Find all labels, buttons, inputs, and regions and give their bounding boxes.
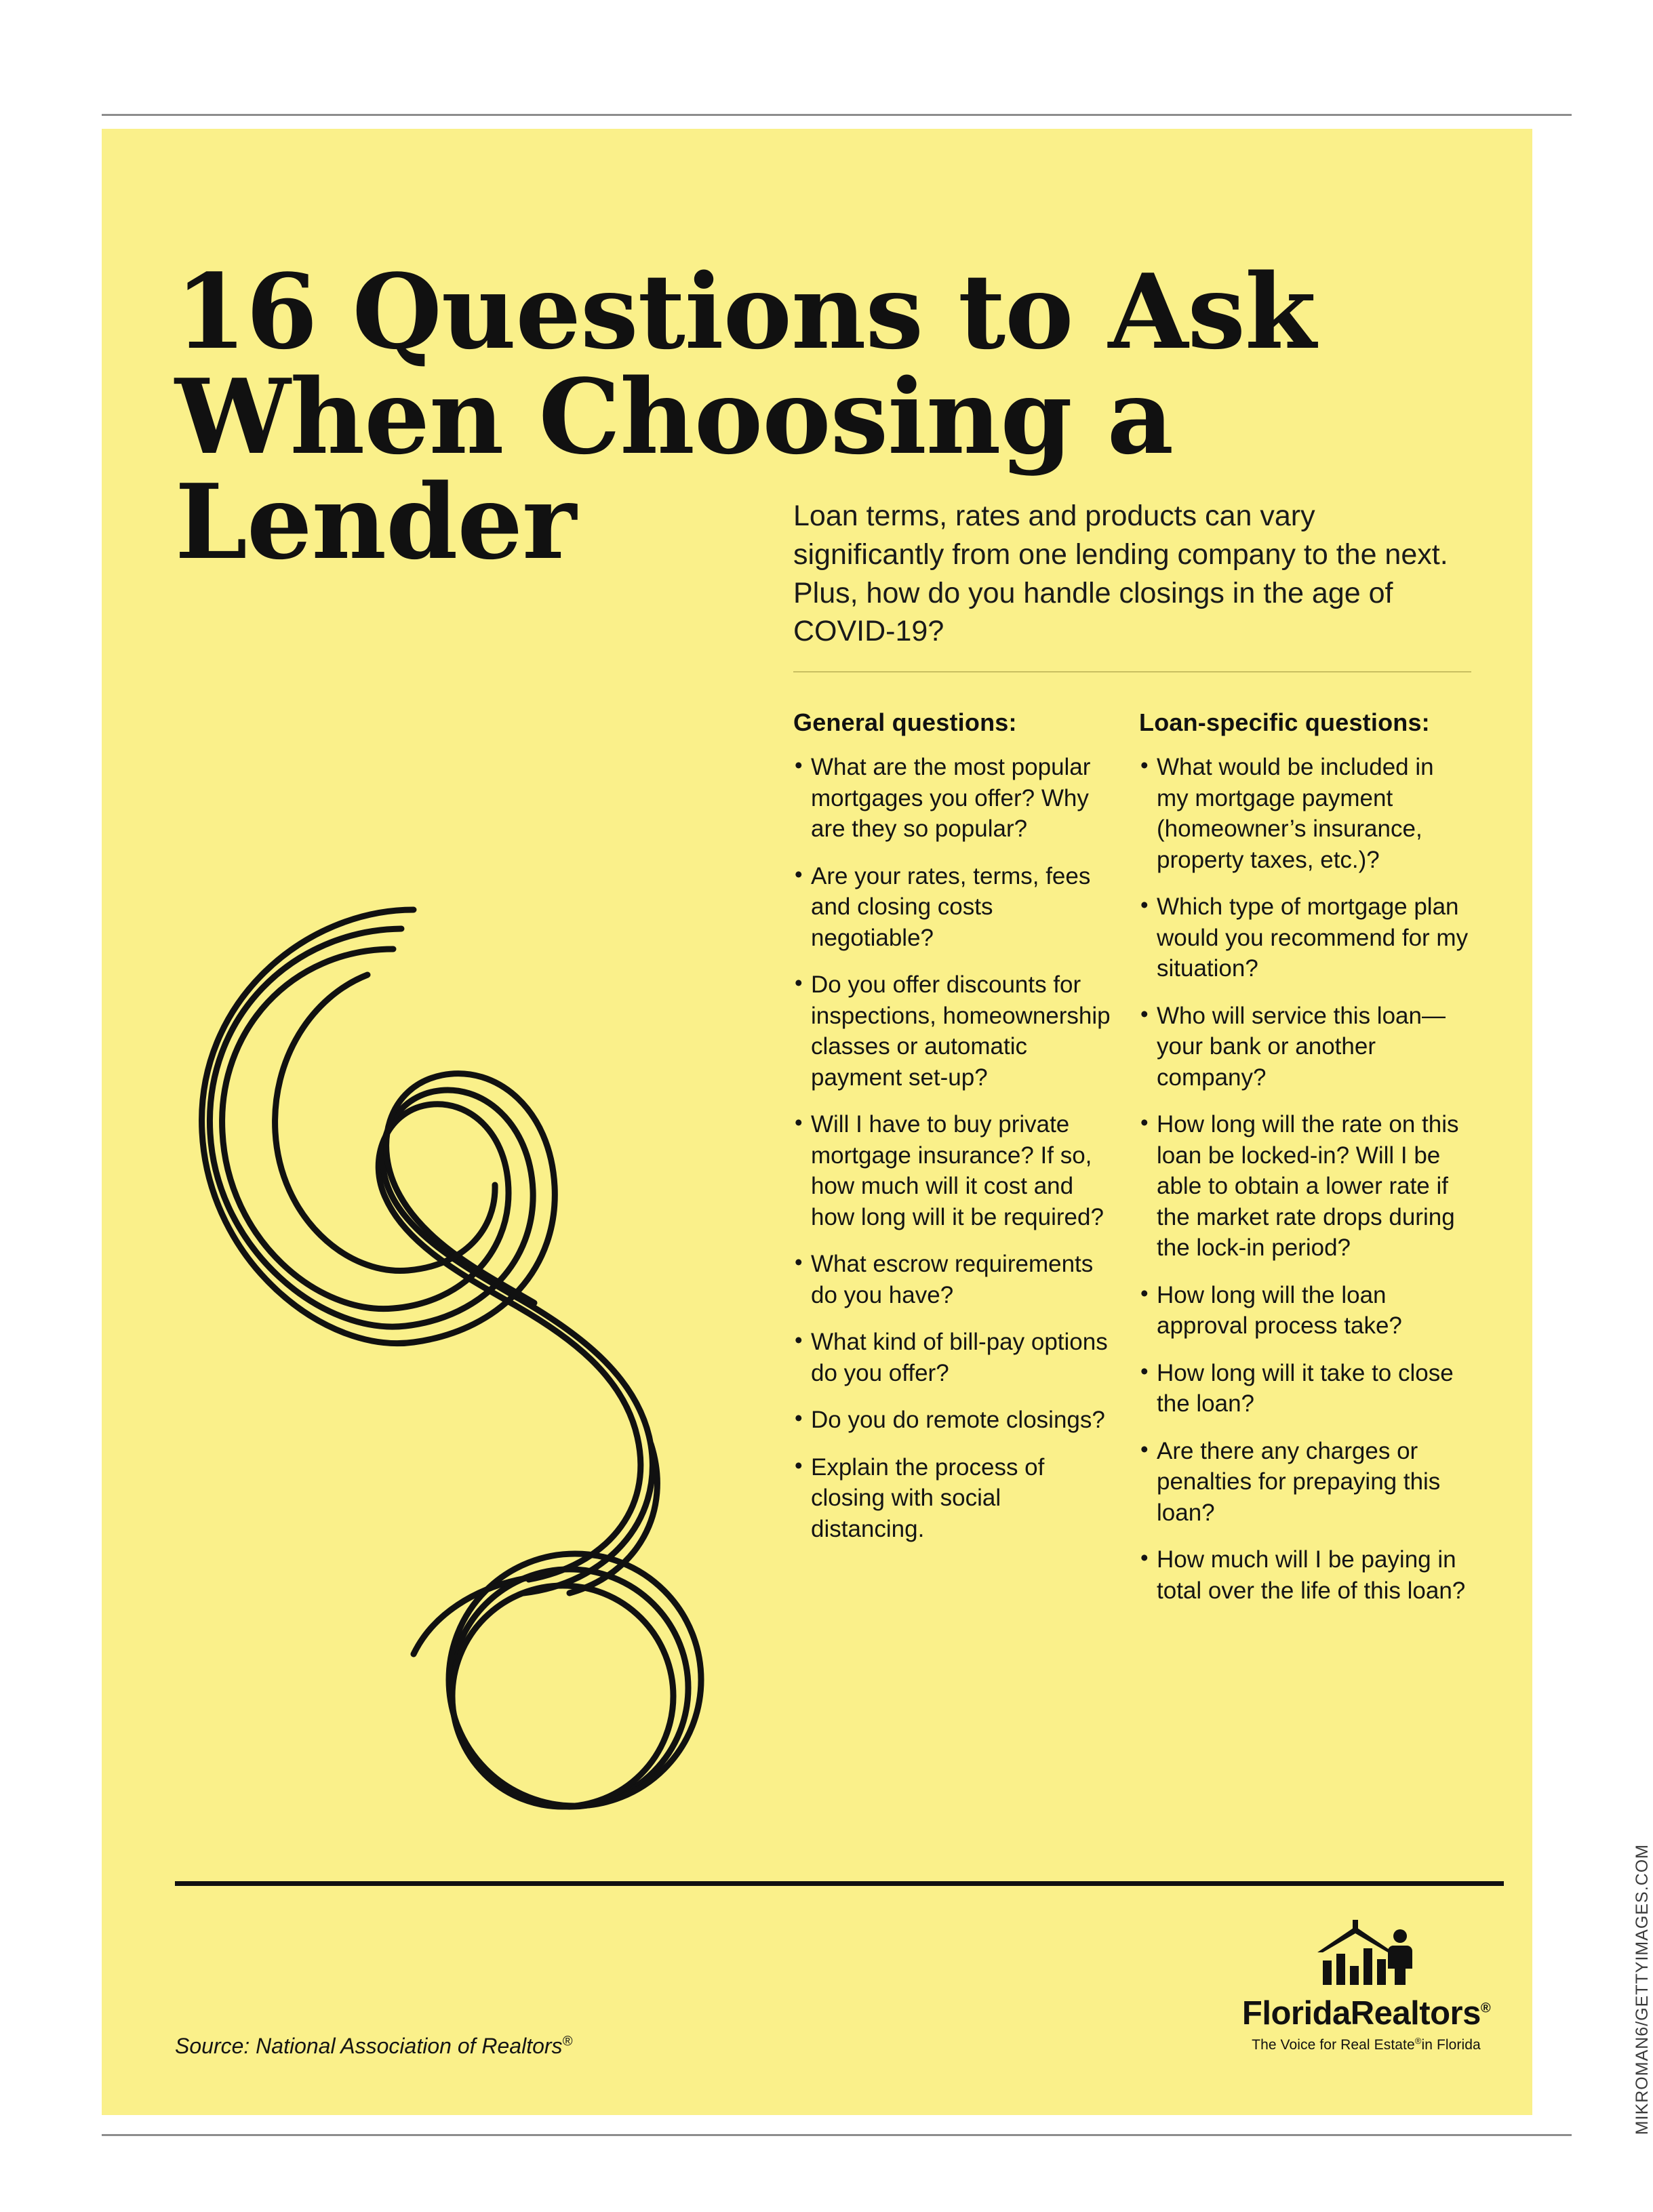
list-item: • Who will service this loan—your bank or another company? [1139, 1001, 1471, 1093]
logo-tagline [1227, 2036, 1505, 2053]
loan-specific-questions-heading: Loan-specific questions: [1139, 708, 1430, 736]
loan-specific-questions-column [1139, 708, 1471, 1622]
list-item: • What kind of bill-pay options do you offer? [793, 1327, 1113, 1388]
list-item: • How long will the loan approval process take? [1139, 1280, 1471, 1342]
loan-specific-questions-list [1139, 752, 1471, 1606]
list-item: • What escrow requirements do you have? [793, 1249, 1113, 1310]
list-item: • Do you do remote closings? [793, 1405, 1113, 1436]
top-divider [102, 114, 1572, 116]
intro-divider [793, 671, 1471, 672]
list-item: • Do you offer discounts for inspections, homeownership classes or automatic payment set-up? [793, 969, 1113, 1093]
bottom-divider [102, 2134, 1572, 2136]
question-mark-illustration [190, 630, 854, 1959]
logo-tagline-after: in Florida [1421, 2037, 1481, 2053]
page-title: 16 Questions to Ask When Choosing a Lender [175, 250, 1316, 582]
florida-realtors-logo [1227, 1918, 1505, 2053]
list-item: • Are there any charges or penalties for prepaying this loan? [1139, 1436, 1471, 1529]
general-questions-heading: General questions: [793, 708, 1017, 736]
general-questions-column [793, 708, 1113, 1561]
logo-wordmark [1227, 1997, 1505, 2030]
registered-mark: ® [562, 2034, 573, 2049]
list-item: • How long will the rate on this loan be locked-in? Will I be able to obtain a lower rate if the market rate drops during the lock-in period? [1139, 1109, 1471, 1264]
logo-tagline-before: The Voice for Real Estate [1252, 2037, 1415, 2053]
source-credit [175, 2034, 572, 2059]
list-item: • Which type of mortgage plan would you recommend for my situation? [1139, 891, 1471, 984]
photo-credit: MIKROMAN6/GETTYIMAGES.COM [1633, 1844, 1652, 2135]
general-questions-list [793, 752, 1113, 1544]
logo-wordmark-text: FloridaRealtors [1241, 1995, 1481, 2032]
list-item: • Are your rates, terms, fees and closing costs negotiable? [793, 861, 1113, 954]
list-item: • How long will it take to close the loan? [1139, 1358, 1471, 1420]
list-item: • Will I have to buy private mortgage insurance? If so, how much will it cost and how long will it be required? [793, 1109, 1113, 1232]
poster-panel [102, 129, 1532, 2115]
logo-tagline-mark: ® [1414, 2036, 1422, 2046]
source-text: Source: National Association of Realtors [175, 2034, 563, 2058]
intro-paragraph: Loan terms, rates and products can vary significantly from one lending company to the next. Plus, how do you handle closings in the age of COVID-19? [793, 500, 1448, 648]
list-item: • How much will I be paying in total over the life of this loan? [1139, 1544, 1471, 1606]
house-chart-icon [1305, 1918, 1427, 1993]
footer-divider [175, 1881, 1504, 1886]
list-item: • What are the most popular mortgages you offer? Why are they so popular? [793, 752, 1113, 845]
list-item: • Explain the process of closing with social distancing. [793, 1452, 1113, 1545]
list-item: • What would be included in my mortgage payment (homeowner’s insurance, property taxes, etc.)? [1139, 752, 1471, 875]
logo-registered-mark: ® [1480, 2000, 1491, 2016]
